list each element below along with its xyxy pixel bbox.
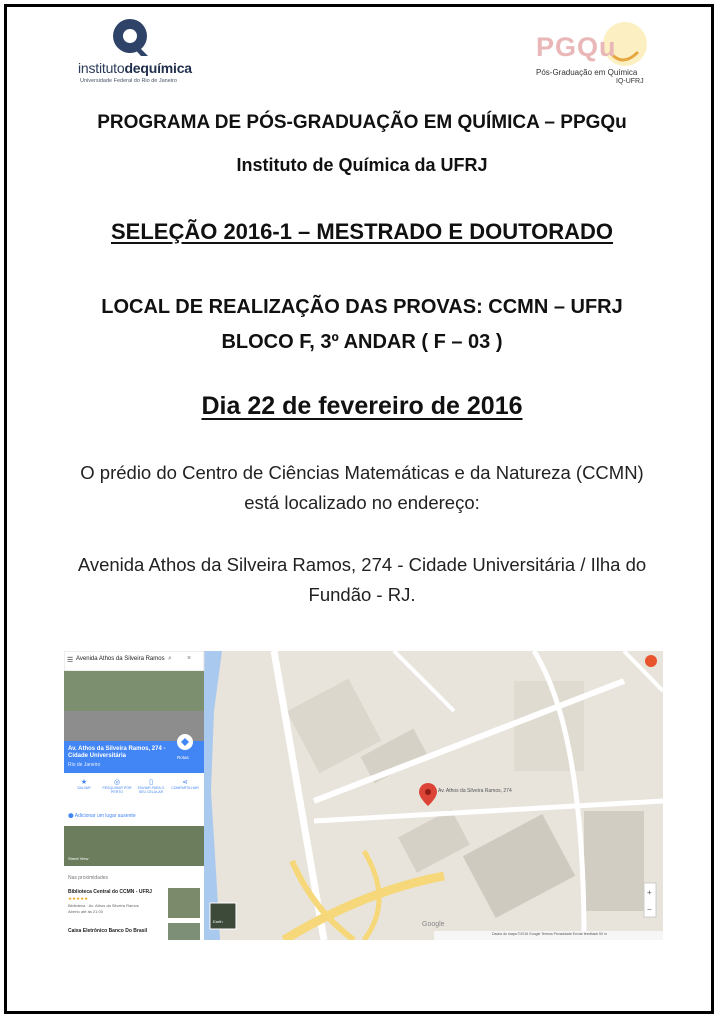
result-thumbnail [168, 923, 200, 940]
add-missing-place-link[interactable]: ⬤ Adicionar um lugar ausente [68, 813, 136, 819]
menu-icon[interactable]: ☰ [67, 657, 74, 664]
result-meta: Biblioteca · Av. Athos da Silveira Ramos [68, 903, 139, 908]
result-thumbnail [168, 888, 200, 918]
map-search-input[interactable]: Avenida Athos da Silveira Ramos [76, 656, 165, 662]
instituto-quimica-logo [76, 16, 196, 86]
pgqu-logo [530, 22, 670, 92]
place-title: Av. Athos da Silveira Ramos, 274 - Cidade Universitária [68, 746, 166, 759]
map-footer: Dados do mapa ©2016 Google Termos Privacidade Enviar feedback 50 m [492, 932, 607, 936]
q-emblem-icon [106, 16, 166, 60]
share-button[interactable]: ⋖ COMPARTILHAR [171, 779, 199, 790]
search-icon[interactable]: ⌕ [168, 655, 172, 662]
exam-date: Dia 22 de fevereiro de 2016 [201, 392, 523, 420]
program-title: PROGRAMA DE PÓS-GRADUAÇÃO EM QUÍMICA – PPGQu [97, 112, 627, 133]
body-line2: está localizado no endereço: [244, 492, 480, 513]
address-line2: Fundão - RJ. [308, 584, 416, 605]
selection-title: SELEÇÃO 2016-1 – MESTRADO E DOUTORADO [110, 219, 614, 244]
phone-icon: ▯ [149, 779, 153, 786]
pgqu-tagline: Pós-Graduação em Química [536, 68, 638, 77]
route-label: Rotas [177, 755, 189, 760]
google-logo: Google [422, 921, 445, 928]
pgqu-acronym: PGQu [536, 32, 617, 62]
exam-location-line1: LOCAL DE REALIZAÇÃO DAS PROVAS: CCMN – UFRJ [101, 296, 623, 318]
body-line1: O prédio do Centro de Ciências Matemáticas e da Natureza (CCMN) [80, 462, 644, 483]
campus-block [584, 811, 644, 911]
logo-subtitle: Universidade Federal do Rio de Janeiro [80, 78, 177, 84]
place-actions [68, 778, 202, 798]
campus-block [514, 681, 584, 771]
pgqu-unit: IQ-UFRJ [616, 78, 644, 85]
logo-wordmark: institutodequímica [78, 60, 192, 76]
earth-label: Earth [213, 919, 223, 924]
result-title[interactable]: Caixa Eletrônico Banco Do Brasil [68, 928, 148, 934]
address-line1: Avenida Athos da Silveira Ramos, 274 - Cidade Universitária / Ilha do [77, 554, 647, 575]
map-marker-icon: ⬤ [68, 813, 74, 819]
zoom-in-icon[interactable]: + [647, 888, 652, 897]
share-icon: ⋖ [182, 779, 188, 786]
avatar[interactable] [645, 655, 657, 667]
pin-label: Av. Athos da Silveira Ramos, 274 [438, 788, 512, 794]
place-subtitle: Rio de Janeiro [68, 762, 101, 768]
save-button[interactable]: ★ SALVAR [70, 778, 98, 790]
star-icon: ★ [80, 779, 88, 786]
nearby-header: Nas proximidades [68, 875, 109, 881]
send-to-phone-button[interactable]: ▯ ENVIAR PARA O SEU CELULAR [137, 779, 165, 794]
nearby-button[interactable]: ◎ PESQUISAR POR PERTO [102, 779, 132, 794]
nearby-icon: ◎ [113, 779, 121, 786]
result-rating: ★★★★★ [68, 896, 89, 901]
street-view-label: Street View [68, 856, 89, 861]
map-screenshot [64, 651, 663, 940]
zoom-out-icon[interactable]: − [647, 905, 652, 914]
institute-title: Instituto de Química da UFRJ [236, 155, 488, 175]
close-icon[interactable]: × [187, 655, 192, 662]
exam-location-line2: BLOCO F, 3º ANDAR ( F – 03 ) [221, 331, 503, 353]
result-hours: Aberto até às 21:00 [68, 909, 103, 914]
earth-toggle[interactable] [210, 903, 236, 929]
result-title[interactable]: Biblioteca Central do CCMN - UFRJ [68, 889, 152, 895]
